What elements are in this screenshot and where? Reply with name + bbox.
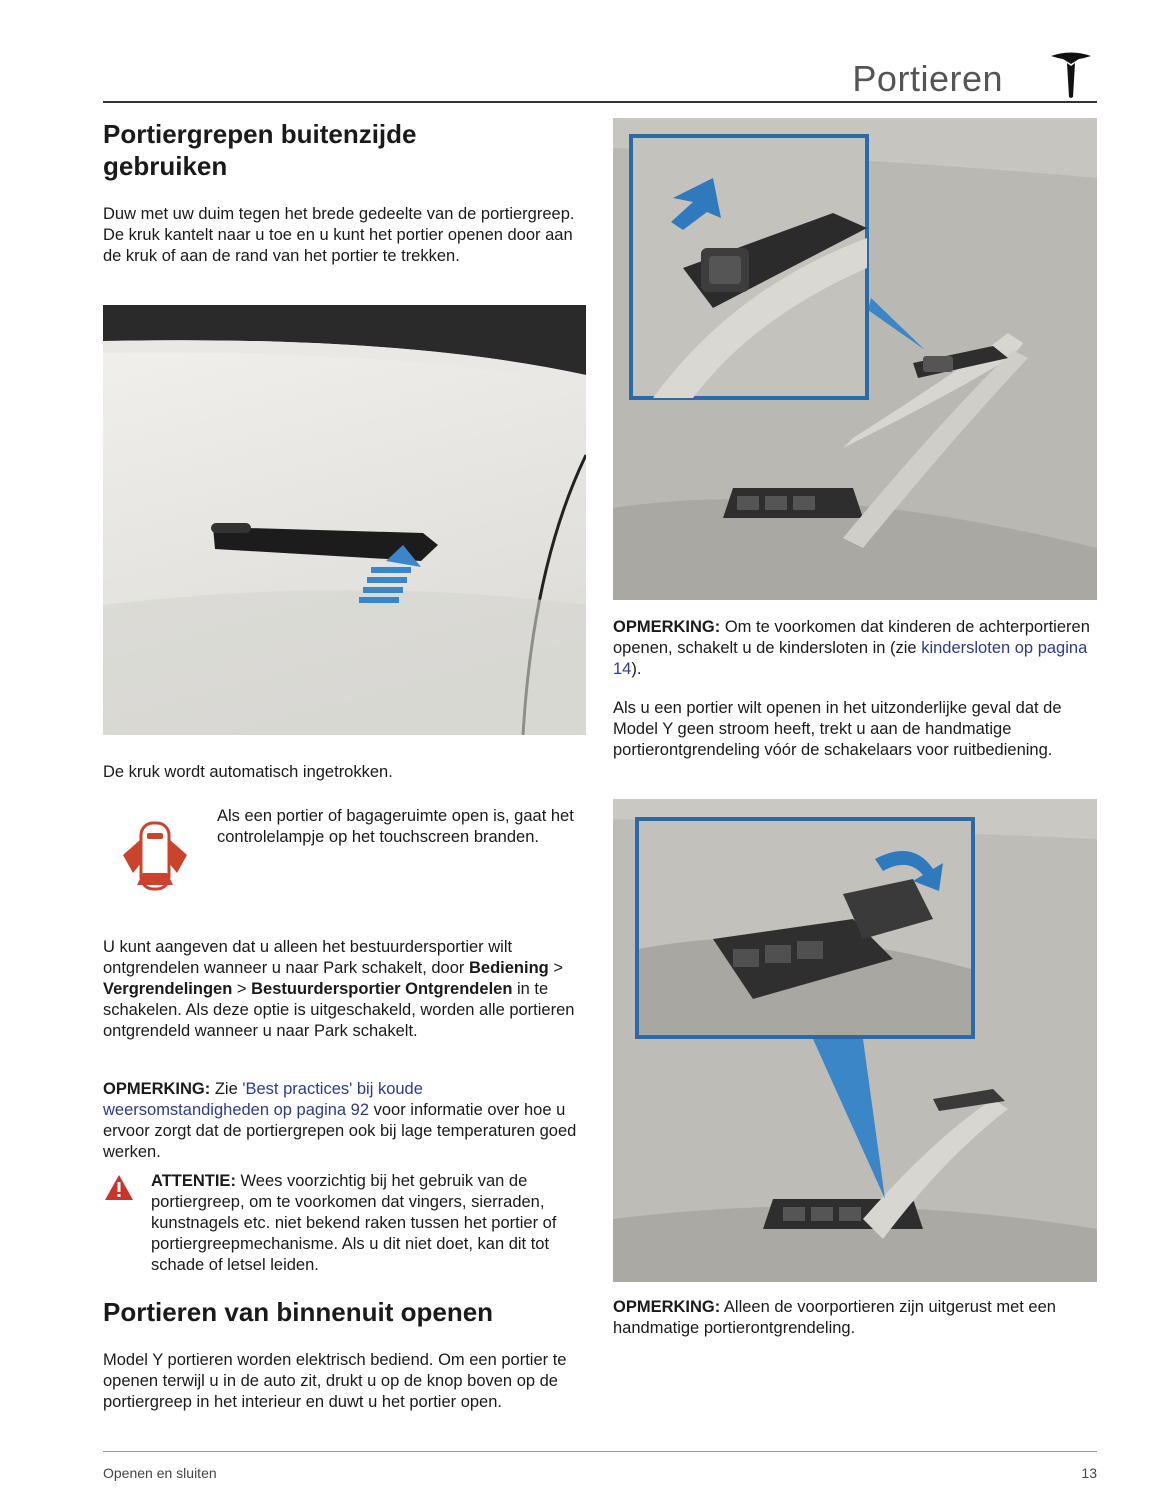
note-label: OPMERKING:: [613, 618, 721, 636]
exterior-handle-illustration: [103, 305, 586, 735]
text-span: U kunt aangeven dat u alleen het bestuurdersportier wilt ontgrendelen wanneer u naar Park schakelt, door: [103, 938, 513, 977]
header-rule: [103, 101, 1097, 103]
menu-path-vergrendelingen: Vergrendelingen: [103, 980, 233, 998]
note-child-locks: [613, 617, 1097, 680]
text-span: Zie: [210, 1080, 243, 1098]
warning-triangle-icon: [104, 1174, 134, 1201]
door-open-indicator-icon: [103, 803, 207, 907]
footer-section: Openen en sluiten: [103, 1465, 217, 1481]
page-number: 13: [1081, 1465, 1097, 1481]
footer-rule: [103, 1451, 1097, 1452]
link-cold-weather[interactable]: 'Best practices' bij koude weersomstandigheden op pagina 92: [103, 1080, 423, 1119]
paragraph-manual-release: Als u een portier wilt openen in het uitzonderlijke geval dat de Model Y geen stroom heeft, trekt u aan de handmatige portierontgrendeling vóór de schakelaars voor ruitbediening.: [613, 699, 1062, 759]
manual-release-illustration: [613, 799, 1097, 1282]
note-front-doors: [613, 1297, 1097, 1339]
page-title: Portieren: [852, 58, 1003, 99]
menu-path-bestuurdersportier: Bestuurdersportier Ontgrendelen: [251, 980, 513, 998]
menu-path-bediening: Bediening: [468, 959, 549, 977]
text-span: Wees voorzichtig bij het gebruik van de portiergreep, om te voorkomen dat vingers, sierraden, kunstnagels etc. niet bekend raken tussen het portier of portiergreepmechanisme. Als u dit niet doet, kan dit tot schade of letsel leiden.: [151, 1172, 557, 1274]
heading-inside-open: Portieren van binnenuit openen: [103, 1297, 494, 1327]
paragraph-outside-handles: Duw met uw duim tegen het brede gedeelte van de portiergreep. De kruk kantelt naar u toe en u kunt het portier openen door aan de kruk of aan de rand van het portier te trekken.: [103, 205, 575, 265]
path-separator: >: [232, 980, 252, 998]
text-span: voor informatie over hoe u ervoor zorgt dat de portiergrepen ook bij lage temperaturen goed werken.: [103, 1101, 577, 1161]
text-span: Om te voorkomen dat kinderen de achterportieren openen, schakelt u de kindersloten in (zie: [613, 618, 1090, 657]
path-separator: >: [548, 959, 563, 977]
paragraph-driver-unlock: [103, 937, 585, 1042]
note-label: OPMERKING:: [103, 1080, 211, 1098]
caution-text: [151, 1171, 587, 1276]
caution-label: ATTENTIE:: [151, 1172, 236, 1190]
paragraph-indicator: Als een portier of bagageruimte open is, gaat het controlelampje op het touchscreen branden.: [217, 807, 574, 846]
paragraph-inside-open: Model Y portieren worden elektrisch bediend. Om een portier te openen terwijl u in de auto zit, drukt u op de knop boven op de portiergreep in het interieur en duwt u het portier open.: [103, 1351, 567, 1411]
text-span: ).: [631, 660, 642, 678]
tesla-logo-icon: [1049, 50, 1093, 98]
text-span: Alleen de voorportieren zijn uitgerust met een handmatige portierontgrendeling.: [613, 1298, 1056, 1337]
link-child-locks[interactable]: kindersloten op pagina 14: [613, 639, 1088, 678]
heading-outside-handles: Portiergrepen buitenzijde gebruiken: [103, 119, 417, 181]
text-span: in te schakelen. Als deze optie is uitgeschakeld, worden alle portieren ontgrendeld wanneer u naar Park schakelt.: [103, 980, 575, 1040]
interior-button-illustration: [613, 118, 1097, 600]
note-label: OPMERKING:: [613, 1298, 721, 1316]
paragraph-retract: De kruk wordt automatisch ingetrokken.: [103, 763, 393, 781]
note-cold-weather: [103, 1079, 585, 1163]
